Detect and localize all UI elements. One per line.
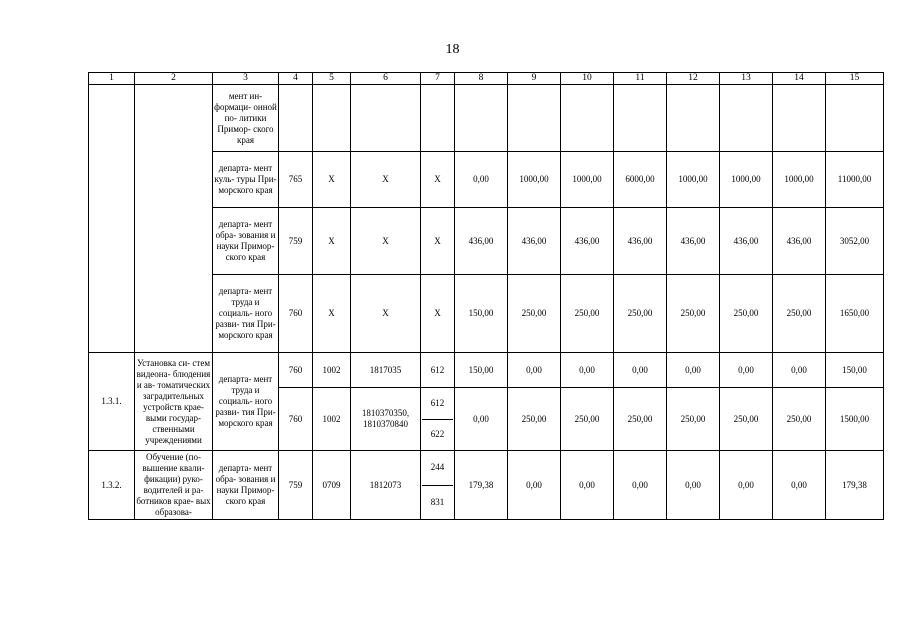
cell: 436,00 xyxy=(561,208,614,275)
cell: 150,00 xyxy=(455,275,508,353)
cell: X xyxy=(421,275,455,353)
column-header: 13 xyxy=(720,73,773,85)
cell: 0,00 xyxy=(561,353,614,388)
column-header: 5 xyxy=(313,73,351,85)
cell: 436,00 xyxy=(455,208,508,275)
cell: 0,00 xyxy=(455,388,508,451)
cell-split xyxy=(421,388,455,451)
cell: 612 xyxy=(421,353,455,388)
cell: X xyxy=(351,152,421,208)
cell xyxy=(561,85,614,152)
cell: 11000,00 xyxy=(826,152,884,208)
cell: 250,00 xyxy=(614,275,667,353)
cell-name: Обучение (по- вышение квали- фикации) руко- водителей и ра- ботников крае- вых образова- xyxy=(135,451,213,520)
header-row xyxy=(89,73,884,85)
column-header: 2 xyxy=(135,73,213,85)
column-header: 4 xyxy=(279,73,313,85)
cell-code xyxy=(89,85,135,353)
cell: 0,00 xyxy=(667,353,720,388)
column-header: 9 xyxy=(508,73,561,85)
cell: 0,00 xyxy=(667,451,720,520)
cell: 179,38 xyxy=(826,451,884,520)
cell xyxy=(351,85,421,152)
cell: 250,00 xyxy=(720,275,773,353)
cell-bottom: 831 xyxy=(422,485,453,520)
cell-executor: департа- мент обра- зования и науки Примор- ского края xyxy=(213,208,279,275)
cell: 250,00 xyxy=(773,388,826,451)
cell xyxy=(667,85,720,152)
cell-code: 1.3.1. xyxy=(89,353,135,451)
cell-executor: департа- мент обра- зования и науки Примор- ского края xyxy=(213,451,279,520)
column-header: 6 xyxy=(351,73,421,85)
column-header: 8 xyxy=(455,73,508,85)
cell: 1000,00 xyxy=(720,152,773,208)
cell: 0,00 xyxy=(614,353,667,388)
column-header: 11 xyxy=(614,73,667,85)
cell xyxy=(313,85,351,152)
cell xyxy=(614,85,667,152)
budget-table xyxy=(88,72,884,520)
cell: 0,00 xyxy=(508,451,561,520)
cell: X xyxy=(421,208,455,275)
cell: 436,00 xyxy=(773,208,826,275)
cell: 759 xyxy=(279,208,313,275)
cell-split xyxy=(421,451,455,520)
page-number: 18 xyxy=(445,42,460,57)
cell xyxy=(455,85,508,152)
cell: 250,00 xyxy=(508,275,561,353)
cell: X xyxy=(313,275,351,353)
cell-executor: департа- мент куль- туры При- морского края xyxy=(213,152,279,208)
column-header: 1 xyxy=(89,73,135,85)
cell: 0,00 xyxy=(773,353,826,388)
cell: 0,00 xyxy=(773,451,826,520)
cell: 250,00 xyxy=(614,388,667,451)
cell: 0,00 xyxy=(720,451,773,520)
cell: 250,00 xyxy=(773,275,826,353)
cell: X xyxy=(313,152,351,208)
cell: 0,00 xyxy=(508,353,561,388)
column-header: 3 xyxy=(213,73,279,85)
cell: 1810370350, 1810370840 xyxy=(351,388,421,451)
cell: 250,00 xyxy=(667,388,720,451)
cell: 1812073 xyxy=(351,451,421,520)
cell: 250,00 xyxy=(720,388,773,451)
cell: 760 xyxy=(279,388,313,451)
cell: 250,00 xyxy=(561,275,614,353)
cell: 1650,00 xyxy=(826,275,884,353)
cell: 759 xyxy=(279,451,313,520)
column-header: 12 xyxy=(667,73,720,85)
cell: 760 xyxy=(279,353,313,388)
cell: 1817035 xyxy=(351,353,421,388)
column-header: 10 xyxy=(561,73,614,85)
cell: 760 xyxy=(279,275,313,353)
cell: X xyxy=(351,208,421,275)
cell: 436,00 xyxy=(614,208,667,275)
cell: 1002 xyxy=(313,388,351,451)
cell: 436,00 xyxy=(667,208,720,275)
cell: 0,00 xyxy=(455,152,508,208)
cell xyxy=(421,85,455,152)
cell-top: 612 xyxy=(430,397,445,408)
cell: 1500,00 xyxy=(826,388,884,451)
table-row xyxy=(89,451,884,520)
cell: X xyxy=(313,208,351,275)
cell: 3052,00 xyxy=(826,208,884,275)
cell-top: 244 xyxy=(430,462,445,473)
cell: 436,00 xyxy=(720,208,773,275)
cell xyxy=(826,85,884,152)
column-header: 15 xyxy=(826,73,884,85)
cell: 0,00 xyxy=(561,451,614,520)
cell-code: 1.3.2. xyxy=(89,451,135,520)
column-header: 7 xyxy=(421,73,455,85)
cell xyxy=(773,85,826,152)
cell-name xyxy=(135,85,213,353)
table-row xyxy=(89,85,884,152)
cell: 1000,00 xyxy=(667,152,720,208)
cell: 0709 xyxy=(313,451,351,520)
cell xyxy=(720,85,773,152)
cell: 0,00 xyxy=(614,451,667,520)
cell: X xyxy=(351,275,421,353)
cell: 150,00 xyxy=(826,353,884,388)
cell: 250,00 xyxy=(508,388,561,451)
cell-executor: департа- мент труда и социаль- ного разви- тия При- морского края xyxy=(213,353,279,451)
cell: 250,00 xyxy=(667,275,720,353)
cell-name: Установка си- стем видеона- блюдения и ав- томатических заградительных устройств крае- выми государ- ственными учреждениями xyxy=(135,353,213,451)
cell: 179,38 xyxy=(455,451,508,520)
cell: 0,00 xyxy=(720,353,773,388)
cell: 1000,00 xyxy=(561,152,614,208)
cell: 1000,00 xyxy=(508,152,561,208)
cell-bottom: 622 xyxy=(422,419,453,451)
cell-executor: мент ин- формаци- онной по- литики Примор- ского края xyxy=(213,85,279,152)
column-header: 14 xyxy=(773,73,826,85)
cell: 1000,00 xyxy=(773,152,826,208)
cell: X xyxy=(421,152,455,208)
cell xyxy=(508,85,561,152)
cell xyxy=(279,85,313,152)
cell: 1002 xyxy=(313,353,351,388)
cell: 6000,00 xyxy=(614,152,667,208)
cell: 250,00 xyxy=(561,388,614,451)
cell: 436,00 xyxy=(508,208,561,275)
cell: 150,00 xyxy=(455,353,508,388)
cell-executor: департа- мент труда и социаль- ного разви- тия При- морского края xyxy=(213,275,279,353)
cell: 765 xyxy=(279,152,313,208)
table-row xyxy=(89,353,884,388)
